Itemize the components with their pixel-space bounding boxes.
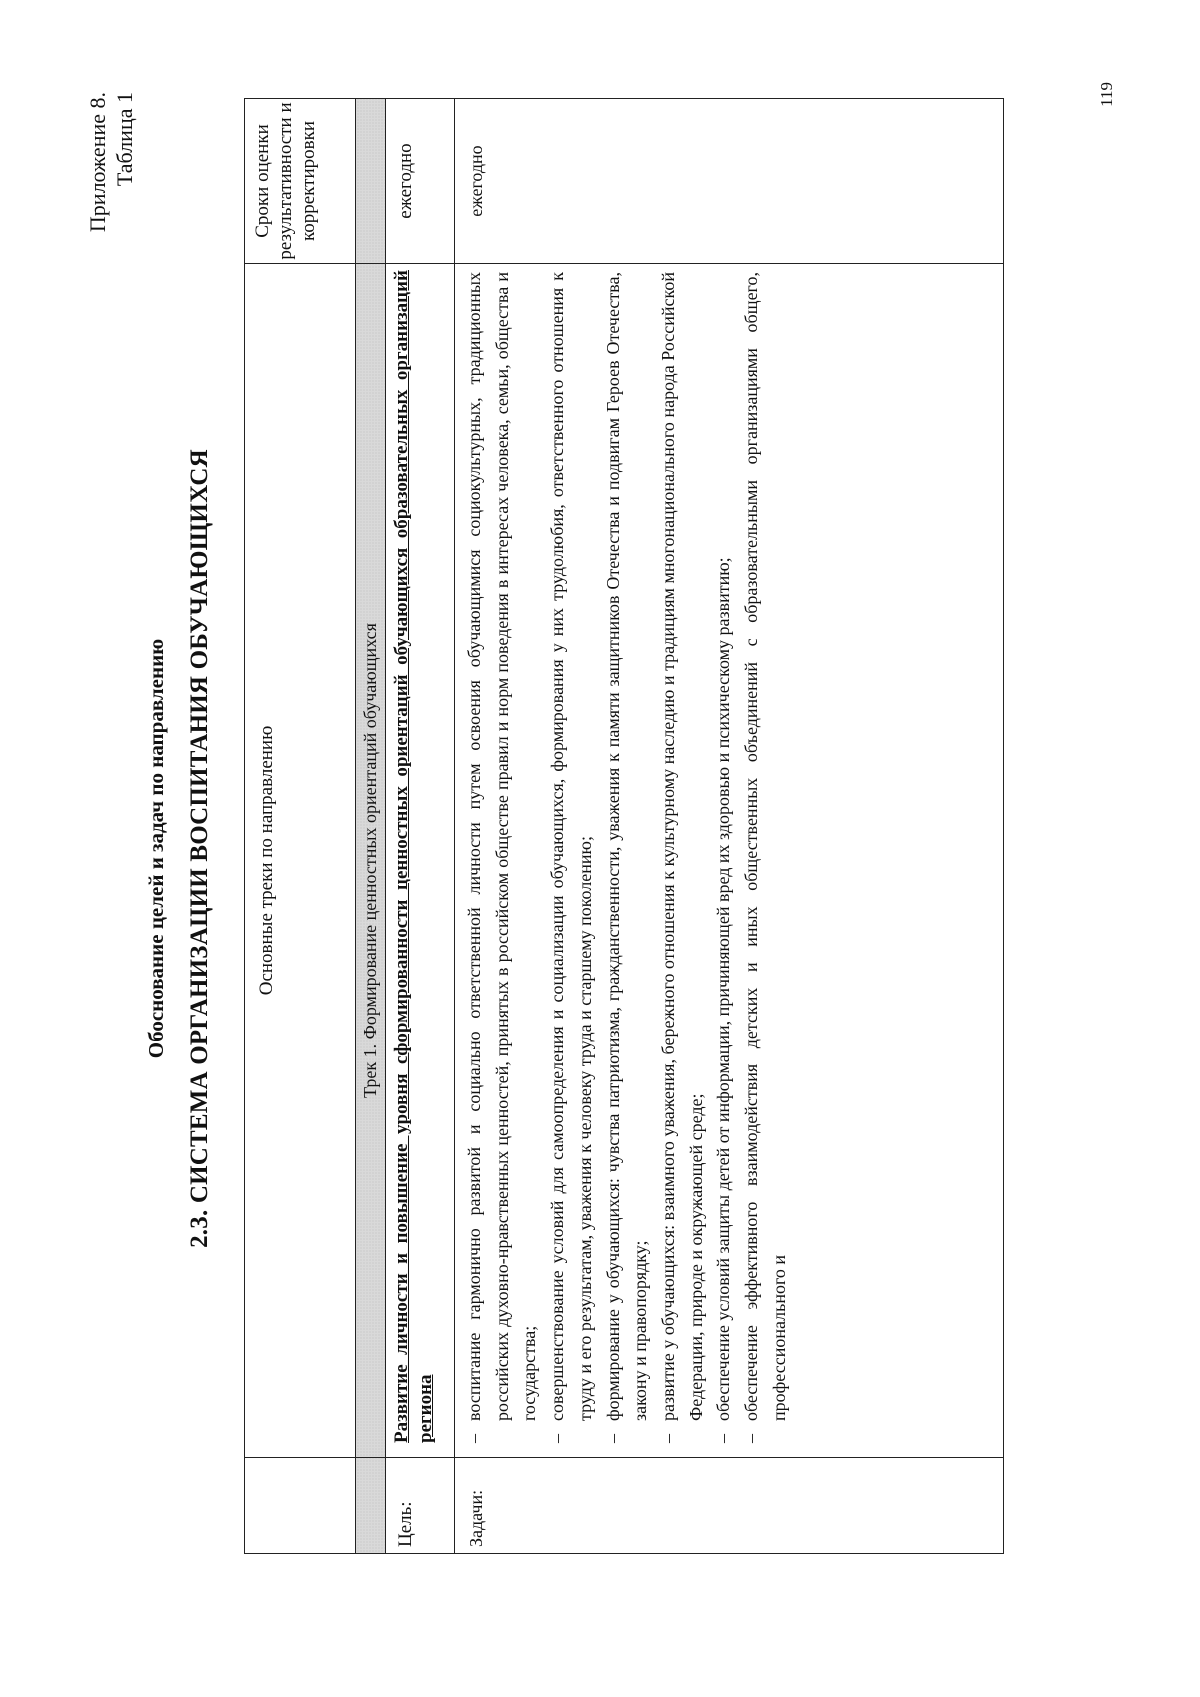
task-text: воспитание гармонично развитой и социально ответственной личности путем освоения обучающимися социокультурных, традиционных российских духовно-нравственных ценностей, принятых в российском обществе правил и норм поведения в интересах человека, семьи, общества и государства; xyxy=(464,272,540,1421)
task-item xyxy=(461,272,544,1443)
track-cell-empty-2 xyxy=(356,99,386,264)
tasks-list xyxy=(455,264,793,1457)
task-text: обеспечение эффективного взаимодействия детских и иных общественных объединений с образовательными организациями общего, профессионального и xyxy=(741,272,789,1421)
task-item xyxy=(710,272,738,1443)
dash-bullet: – xyxy=(741,1434,762,1443)
tasks-cell xyxy=(455,264,1004,1458)
appendix-label xyxy=(84,92,138,232)
document-subtitle: Обоснование целей и задач по направлению xyxy=(144,638,168,1059)
tasks-row xyxy=(455,99,1004,1554)
goal-text-cell xyxy=(386,264,455,1458)
goals-table xyxy=(244,98,1004,1554)
dash-bullet: – xyxy=(602,1434,623,1443)
task-text: формирование у обучающихся: чувства патриотизма, гражданственности, уважения к памяти защитников Отечества и подвигам Героев Отечества, закону и правопорядку; xyxy=(602,272,651,1421)
tasks-term: ежегодно xyxy=(455,99,1004,264)
appendix-number: Приложение 8. xyxy=(85,92,110,233)
dash-bullet: – xyxy=(657,1434,678,1443)
task-item xyxy=(655,272,710,1443)
document-title: 2.3. СИСТЕМА ОРГАНИЗАЦИИ ВОСПИТАНИЯ ОБУЧАЮЩИХСЯ xyxy=(186,449,213,1248)
task-item xyxy=(738,272,793,1443)
table-number: Таблица 1 xyxy=(112,92,137,187)
dash-bullet: – xyxy=(547,1434,568,1443)
task-text: развитие у обучающихся: взаимного уважения, бережного отношения к культурному наследию и традициям многонационального народа Российской Федерации, природе и окружающей среде; xyxy=(657,272,706,1421)
track-title: Трек 1. Формирование ценностных ориентаций обучающихся xyxy=(356,264,386,1458)
task-item xyxy=(600,272,655,1443)
dash-bullet: – xyxy=(713,1434,734,1443)
header-cell-terms: Сроки оценки результативности и корректировки xyxy=(245,99,356,264)
header-cell-tracks: Основные треки по направлению xyxy=(245,264,356,1458)
track-cell-empty xyxy=(356,1458,386,1554)
tasks-label: Задачи: xyxy=(455,1458,1004,1554)
goal-label: Цель: xyxy=(386,1458,455,1554)
goal-row xyxy=(386,99,455,1554)
goal-text: Развитие личности и повышение уровня сформированности ценностных ориентаций обучающихся образовательных организаций региона xyxy=(391,270,436,1443)
task-text: совершенствование условий для самоопределения и социализации обучающихся, формирования у них трудолюбия, ответственного отношения к труду и его результатам, уважения к человеку труда и старшему поколению; xyxy=(547,272,595,1421)
table-header-row xyxy=(245,99,356,1554)
goal-term: ежегодно xyxy=(386,99,455,264)
track-row xyxy=(356,99,386,1554)
dash-bullet: – xyxy=(464,1434,484,1443)
task-text: обеспечение условий защиты детей от информации, причиняющей вред их здоровью и психическому развитию; xyxy=(713,557,734,1421)
task-item xyxy=(544,272,599,1443)
header-cell-empty xyxy=(245,1458,356,1554)
page-number: 119 xyxy=(1097,82,1116,107)
